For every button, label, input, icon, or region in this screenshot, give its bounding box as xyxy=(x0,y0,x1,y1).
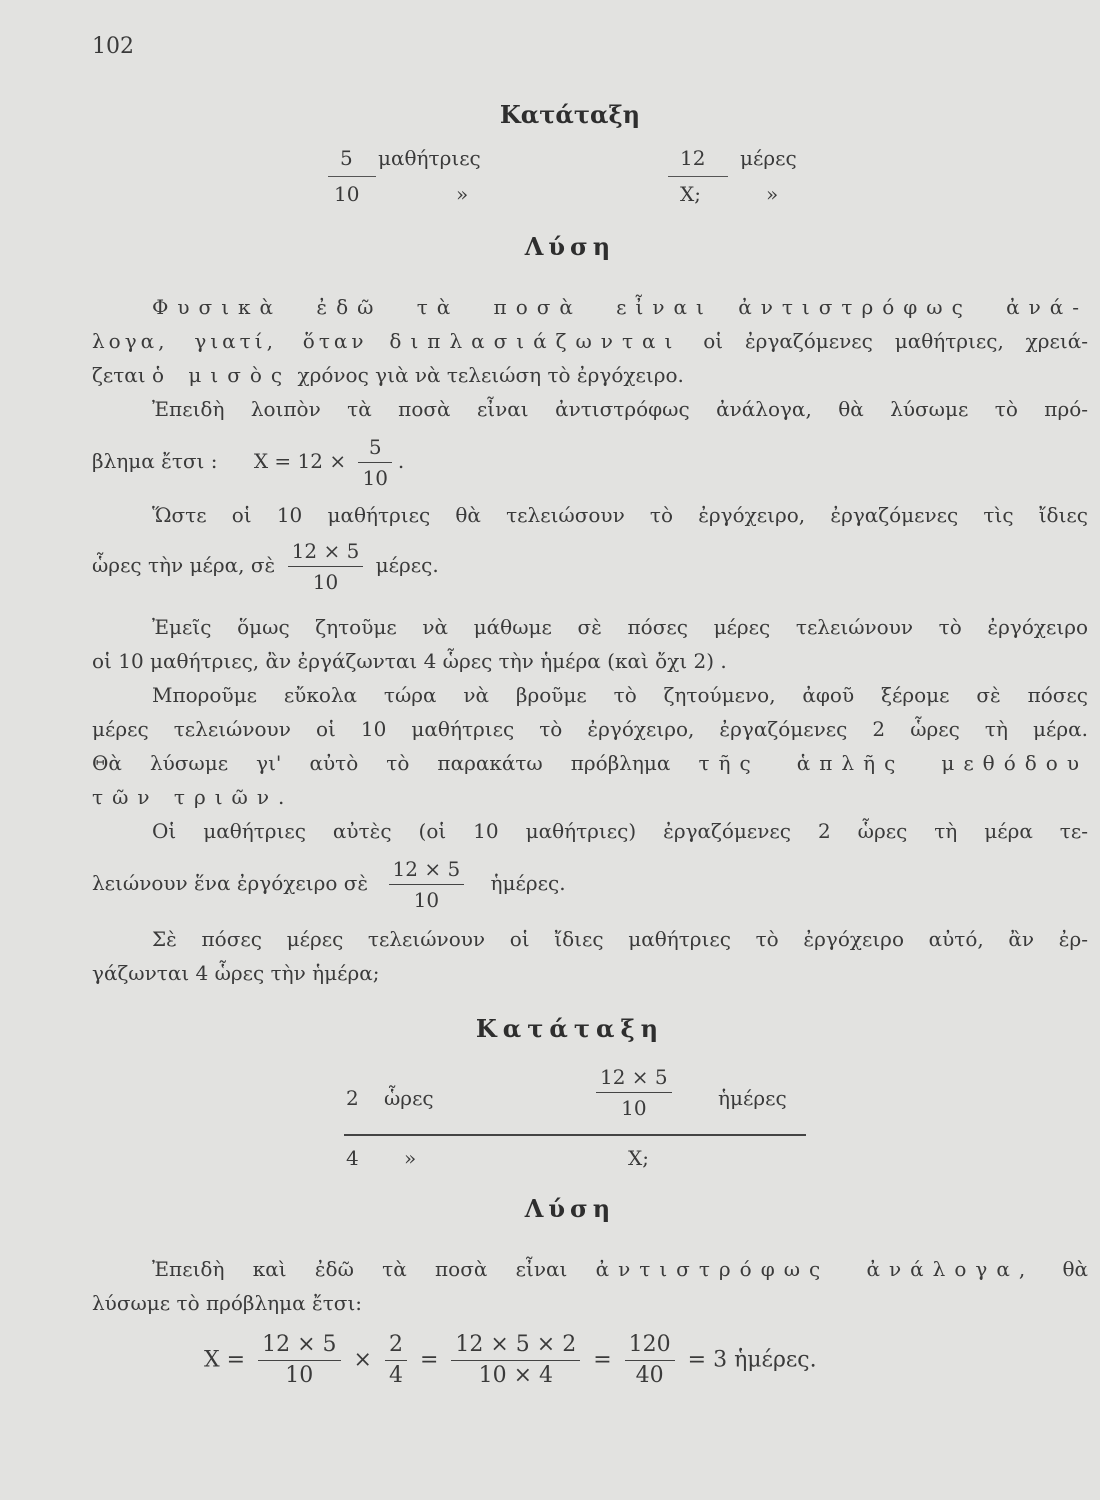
paragraph-6 xyxy=(92,814,1088,848)
text-line: χρόνος γιὰ νὰ τελειώση τὸ ἐργόχειρο. xyxy=(297,363,684,387)
numerator: 12 × 5 xyxy=(389,854,465,885)
text-line: μέρες τελειώνουν οἱ 10 μαθήτριες τὸ ἐργόχειρο, ἐργαζόμενες 2 ὧρες τὴ μέρα. xyxy=(92,717,1088,741)
text-line: οἱ 10 μαθήτριες, ἂν ἐργάζωνται 4 ὧρες τὴν ἡμέρα (καὶ ὄχι 2) . xyxy=(92,649,727,673)
fraction-rule xyxy=(328,176,376,177)
paragraph-8-cont xyxy=(92,1286,1088,1320)
spaced-text: ὁ μισὸς xyxy=(151,363,292,387)
period: . xyxy=(397,449,405,473)
denominator: 4 xyxy=(388,1363,403,1388)
row2-count-label: » xyxy=(456,182,469,206)
numerator: 120 xyxy=(625,1330,675,1361)
text-line: ἡμέρες. xyxy=(490,871,566,895)
equation-result: = 3 ἡμέρες. xyxy=(687,1347,817,1373)
section-title-classification: Κατάταξη xyxy=(499,100,641,129)
fraction xyxy=(358,432,391,493)
paragraph-3 xyxy=(92,498,1088,532)
solution-title-2: Λύση xyxy=(524,1194,616,1223)
spaced-text: τῶν τριῶν. xyxy=(92,785,294,809)
text-line: Θὰ λύσωμε γι' αὐτὸ τὸ παρακάτω πρόβλημα xyxy=(92,751,671,775)
numerator: 12 × 5 xyxy=(596,1062,672,1093)
numerator: 12 × 5 xyxy=(258,1330,340,1361)
row1-days: 12 xyxy=(680,146,706,170)
text-line: ἀντιστρόφως ἀνά- xyxy=(738,295,1088,319)
numerator: 12 × 5 xyxy=(288,536,364,567)
row2-days-label: » xyxy=(766,182,779,206)
denominator: 10 xyxy=(312,570,339,594)
final-equation xyxy=(204,1330,817,1391)
fraction xyxy=(385,1330,407,1391)
row1-count-label: μαθήτριες xyxy=(378,146,481,170)
row2-hours: 4 xyxy=(346,1146,359,1170)
fraction xyxy=(596,1062,672,1123)
row1-count: 5 xyxy=(340,146,353,170)
spaced-text: τῆς ἁπλῆς μεθόδου xyxy=(698,751,1089,775)
denominator: 10 xyxy=(621,1096,647,1120)
fraction xyxy=(258,1330,340,1391)
text-line: βλημα ἔτσι : xyxy=(92,449,218,473)
text-line: Σὲ πόσες μέρες τελειώνουν οἱ ἴδιες μαθήτριες τὸ ἐργόχειρο αὐτό, ἂν ἐρ- xyxy=(152,927,1088,951)
paragraph-5-cont xyxy=(92,712,1088,814)
denominator: 40 xyxy=(635,1363,664,1388)
text-line: Φυσικὰ ἐδῶ τὰ ποσὰ εἶναι xyxy=(152,295,713,319)
fraction xyxy=(389,854,465,915)
fraction xyxy=(288,536,364,597)
denominator: 10 × 4 xyxy=(478,1363,554,1388)
text-line: θὰ xyxy=(1062,1257,1089,1281)
text-line: ζεται xyxy=(92,363,146,387)
paragraph-3-cont xyxy=(92,536,439,597)
row1-days-label: ἡμέρες xyxy=(718,1086,787,1110)
paragraph-7-cont xyxy=(92,956,1088,990)
text-line: οἱ ἐργαζόμενες μαθήτριες, χρειά- xyxy=(703,329,1089,353)
equation-lhs: Χ = xyxy=(204,1347,246,1373)
text-line: Μποροῦμε εὔκολα τώρα νὰ βροῦμε τὸ ζητούμενο, ἀφοῦ ξέρομε σὲ πόσες xyxy=(152,683,1088,707)
equals-sign: = xyxy=(419,1347,439,1373)
equation-1 xyxy=(92,432,404,493)
numerator: 5 xyxy=(358,432,391,463)
row2-count: 10 xyxy=(334,182,360,206)
paragraph-2 xyxy=(92,392,1088,426)
page-number: 102 xyxy=(92,34,134,59)
row1-days-fraction xyxy=(590,1062,678,1123)
equals-sign: = xyxy=(593,1347,612,1373)
fraction xyxy=(451,1330,580,1391)
text-line: Οἱ μαθήτριες αὐτὲς (οἱ 10 μαθήτριες) ἐργαζόμενες 2 ὧρες τὴ μέρα τε- xyxy=(152,819,1088,843)
text-line: μέρες. xyxy=(375,553,439,577)
text-line: ὧρες τὴν μέρα, σὲ xyxy=(92,553,276,577)
fraction xyxy=(625,1330,675,1391)
paragraph-7 xyxy=(92,922,1088,956)
row1-hours-label: ὧρες xyxy=(384,1086,434,1110)
text-line: λογα, γιατί, ὅταν xyxy=(92,329,368,353)
text-line: Ἐπειδὴ λοιπὸν τὰ ποσὰ εἶναι ἀντιστρόφως ἀνάλογα, θὰ λύσωμε τὸ πρό- xyxy=(152,397,1088,421)
denominator: 10 xyxy=(362,466,388,490)
paragraph-5 xyxy=(92,678,1088,712)
paragraph-1-cont xyxy=(92,324,1088,392)
denominator: 10 xyxy=(285,1363,314,1388)
text-line: Ἐμεῖς ὅμως ζητοῦμε νὰ μάθωμε σὲ πόσες μέρες τελειώνουν τὸ ἐργόχειρο xyxy=(152,615,1088,639)
numerator: 12 × 5 × 2 xyxy=(451,1330,580,1361)
text-line: Ὥστε οἱ 10 μαθήτριες θὰ τελειώσουν τὸ ἐργόχειρο, ἐργαζόμενες τὶς ἴδιες xyxy=(152,503,1088,527)
paragraph-1 xyxy=(92,290,1088,324)
row2-days: Χ; xyxy=(628,1146,649,1170)
spaced-text: ἀντιστρόφως ἀνάλογα, xyxy=(595,1257,1035,1281)
times-sign: × xyxy=(353,1347,372,1373)
numerator: 2 xyxy=(385,1330,407,1361)
paragraph-6-cont xyxy=(92,854,566,915)
row2-hours-label: » xyxy=(404,1146,417,1170)
paragraph-4-cont xyxy=(92,644,1088,678)
row2-days: Χ; xyxy=(680,182,701,206)
row1-days-label: μέρες xyxy=(740,146,797,170)
text-line: γάζωνται 4 ὧρες τὴν ἡμέρα; xyxy=(92,961,380,985)
classification-rule xyxy=(344,1134,806,1136)
solution-title: Λύση xyxy=(524,232,616,261)
text-line: λειώνουν ἕνα ἐργόχειρο σὲ xyxy=(92,871,369,895)
spaced-text: διπλασιάζωνται xyxy=(389,329,682,353)
row1-hours: 2 xyxy=(346,1086,359,1110)
fraction-rule xyxy=(668,176,728,177)
paragraph-8 xyxy=(92,1252,1088,1286)
text-line: λύσωμε τὸ πρόβλημα ἔτσι: xyxy=(92,1291,363,1315)
text-line: Ἐπειδὴ καὶ ἐδῶ τὰ ποσὰ εἶναι xyxy=(152,1257,568,1281)
equation-lhs: Χ = 12 × xyxy=(253,449,347,473)
denominator: 10 xyxy=(413,888,440,912)
paragraph-4 xyxy=(92,610,1088,644)
section-title-classification-2: Κατάταξη xyxy=(475,1014,665,1043)
